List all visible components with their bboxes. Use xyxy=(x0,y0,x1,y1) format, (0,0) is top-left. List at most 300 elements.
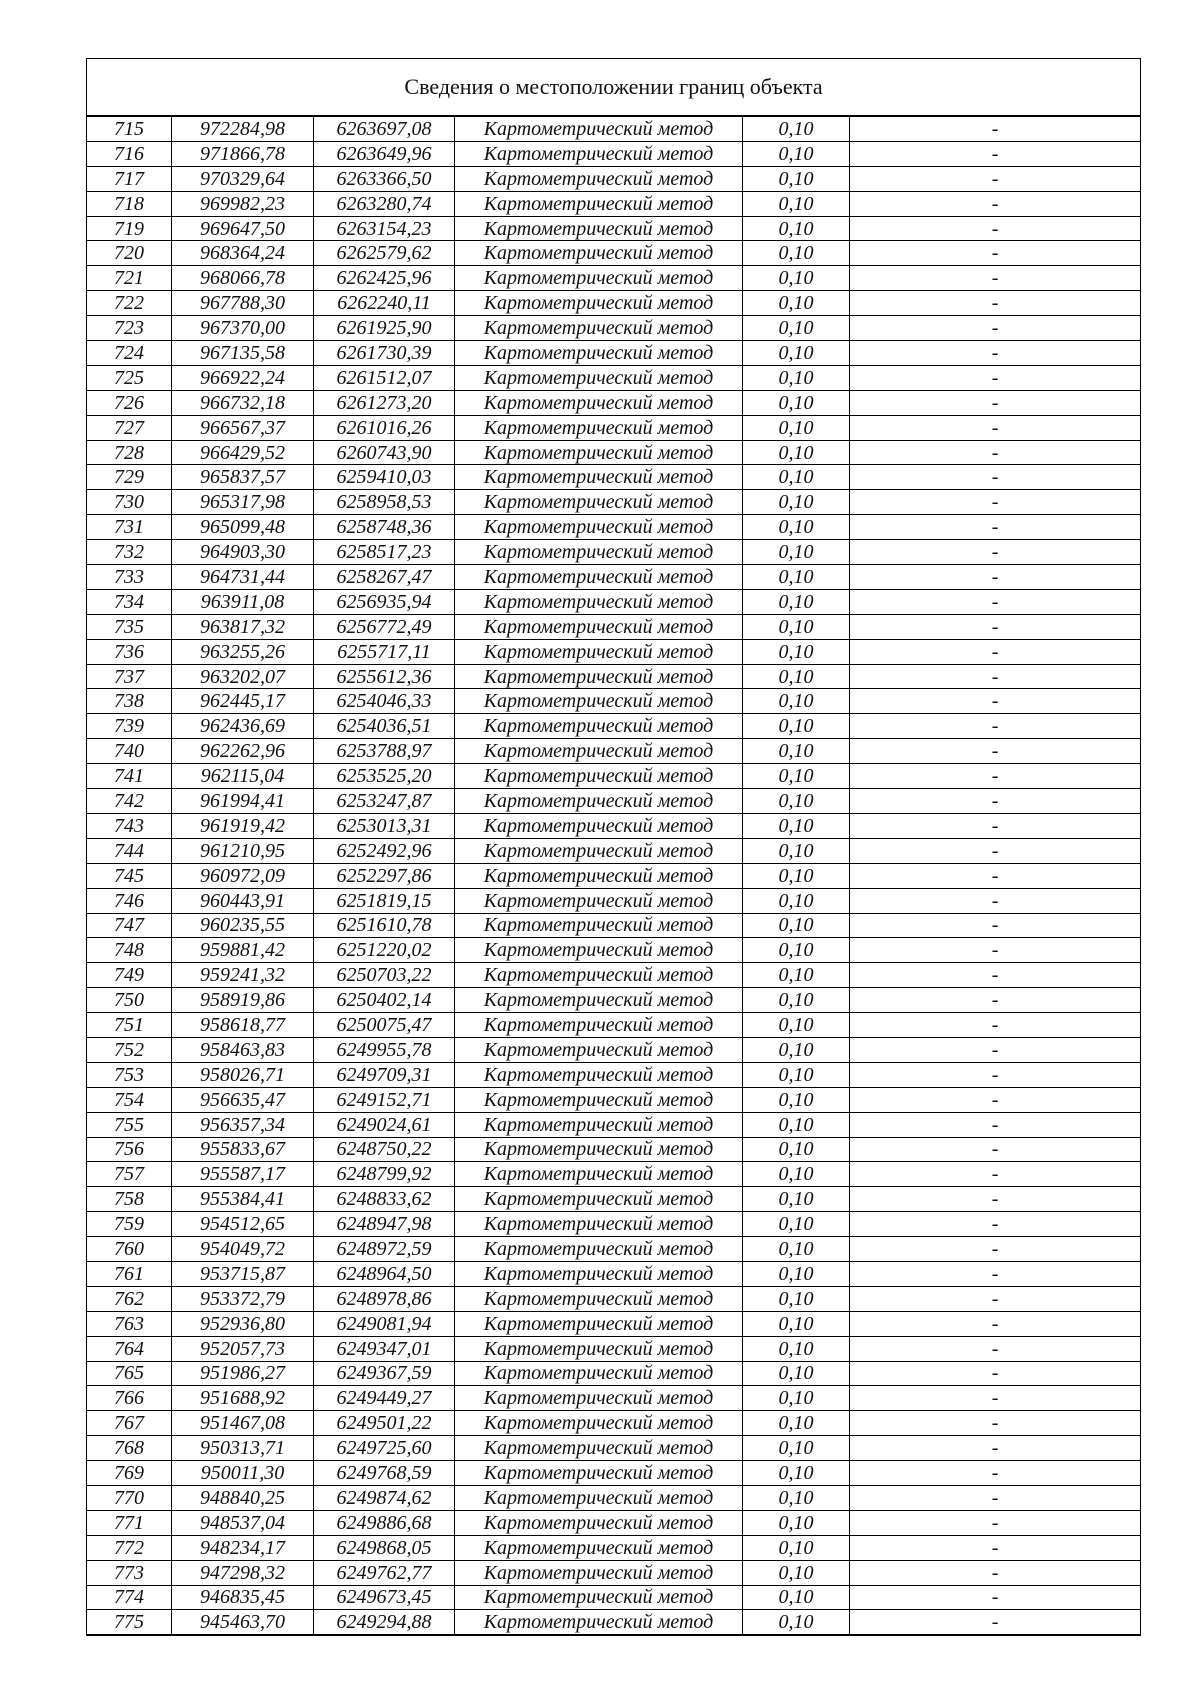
description-cell: - xyxy=(850,415,1141,440)
point-number-cell: 746 xyxy=(87,888,172,913)
point-number-cell: 765 xyxy=(87,1361,172,1386)
table-row xyxy=(87,1162,1141,1187)
y-coordinate-cell: 6255612,36 xyxy=(314,664,455,689)
point-number-cell: 763 xyxy=(87,1311,172,1336)
method-cell: Картометрический метод xyxy=(455,241,743,266)
description-cell: - xyxy=(850,1411,1141,1436)
method-cell: Картометрический метод xyxy=(455,1436,743,1461)
table-row xyxy=(87,714,1141,739)
point-number-cell: 733 xyxy=(87,565,172,590)
description-cell: - xyxy=(850,1510,1141,1535)
point-number-cell: 773 xyxy=(87,1560,172,1585)
accuracy-cell: 0,10 xyxy=(743,540,850,565)
table-row xyxy=(87,1212,1141,1237)
description-cell: - xyxy=(850,1112,1141,1137)
method-cell: Картометрический метод xyxy=(455,589,743,614)
description-cell: - xyxy=(850,565,1141,590)
method-cell: Картометрический метод xyxy=(455,1212,743,1237)
point-number-cell: 724 xyxy=(87,341,172,366)
point-number-cell: 720 xyxy=(87,241,172,266)
method-cell: Картометрический метод xyxy=(455,813,743,838)
method-cell: Картометрический метод xyxy=(455,988,743,1013)
accuracy-cell: 0,10 xyxy=(743,888,850,913)
table-row xyxy=(87,116,1141,141)
method-cell: Картометрический метод xyxy=(455,1510,743,1535)
point-number-cell: 774 xyxy=(87,1585,172,1610)
table-row xyxy=(87,1087,1141,1112)
method-cell: Картометрический метод xyxy=(455,1386,743,1411)
description-cell: - xyxy=(850,1062,1141,1087)
point-number-cell: 775 xyxy=(87,1610,172,1635)
method-cell: Картометрический метод xyxy=(455,1261,743,1286)
description-cell: - xyxy=(850,789,1141,814)
point-number-cell: 739 xyxy=(87,714,172,739)
x-coordinate-cell: 948537,04 xyxy=(172,1510,314,1535)
accuracy-cell: 0,10 xyxy=(743,515,850,540)
x-coordinate-cell: 950313,71 xyxy=(172,1436,314,1461)
method-cell: Картометрический метод xyxy=(455,1013,743,1038)
accuracy-cell: 0,10 xyxy=(743,1187,850,1212)
point-number-cell: 729 xyxy=(87,465,172,490)
y-coordinate-cell: 6259410,03 xyxy=(314,465,455,490)
method-cell: Картометрический метод xyxy=(455,365,743,390)
description-cell: - xyxy=(850,1311,1141,1336)
y-coordinate-cell: 6249955,78 xyxy=(314,1037,455,1062)
y-coordinate-cell: 6263154,23 xyxy=(314,216,455,241)
description-cell: - xyxy=(850,963,1141,988)
table-row xyxy=(87,1037,1141,1062)
description-cell: - xyxy=(850,1187,1141,1212)
table-row xyxy=(87,739,1141,764)
y-coordinate-cell: 6258958,53 xyxy=(314,490,455,515)
description-cell: - xyxy=(850,614,1141,639)
method-cell: Картометрический метод xyxy=(455,1560,743,1585)
point-number-cell: 738 xyxy=(87,689,172,714)
x-coordinate-cell: 948234,17 xyxy=(172,1535,314,1560)
x-coordinate-cell: 955384,41 xyxy=(172,1187,314,1212)
description-cell: - xyxy=(850,141,1141,166)
accuracy-cell: 0,10 xyxy=(743,764,850,789)
description-cell: - xyxy=(850,191,1141,216)
x-coordinate-cell: 958618,77 xyxy=(172,1013,314,1038)
description-cell: - xyxy=(850,913,1141,938)
accuracy-cell: 0,10 xyxy=(743,1510,850,1535)
x-coordinate-cell: 959881,42 xyxy=(172,938,314,963)
table-row xyxy=(87,838,1141,863)
x-coordinate-cell: 969982,23 xyxy=(172,191,314,216)
x-coordinate-cell: 963911,08 xyxy=(172,589,314,614)
table-row xyxy=(87,1436,1141,1461)
accuracy-cell: 0,10 xyxy=(743,589,850,614)
method-cell: Картометрический метод xyxy=(455,540,743,565)
x-coordinate-cell: 961210,95 xyxy=(172,838,314,863)
table-row xyxy=(87,1311,1141,1336)
table-row xyxy=(87,1585,1141,1610)
y-coordinate-cell: 6253247,87 xyxy=(314,789,455,814)
point-number-cell: 735 xyxy=(87,614,172,639)
point-number-cell: 772 xyxy=(87,1535,172,1560)
accuracy-cell: 0,10 xyxy=(743,963,850,988)
x-coordinate-cell: 965317,98 xyxy=(172,490,314,515)
x-coordinate-cell: 962115,04 xyxy=(172,764,314,789)
x-coordinate-cell: 968066,78 xyxy=(172,266,314,291)
table-row xyxy=(87,664,1141,689)
method-cell: Картометрический метод xyxy=(455,1311,743,1336)
description-cell: - xyxy=(850,1436,1141,1461)
x-coordinate-cell: 955833,67 xyxy=(172,1137,314,1162)
y-coordinate-cell: 6248833,62 xyxy=(314,1187,455,1212)
y-coordinate-cell: 6261925,90 xyxy=(314,316,455,341)
point-number-cell: 715 xyxy=(87,116,172,141)
table-row xyxy=(87,1535,1141,1560)
table-title: Сведения о местоположении границ объекта xyxy=(87,59,1141,117)
description-cell: - xyxy=(850,1212,1141,1237)
method-cell: Картометрический метод xyxy=(455,639,743,664)
accuracy-cell: 0,10 xyxy=(743,1112,850,1137)
method-cell: Картометрический метод xyxy=(455,191,743,216)
x-coordinate-cell: 961994,41 xyxy=(172,789,314,814)
method-cell: Картометрический метод xyxy=(455,1411,743,1436)
description-cell: - xyxy=(850,1286,1141,1311)
y-coordinate-cell: 6262240,11 xyxy=(314,291,455,316)
y-coordinate-cell: 6249768,59 xyxy=(314,1461,455,1486)
x-coordinate-cell: 966732,18 xyxy=(172,390,314,415)
point-number-cell: 742 xyxy=(87,789,172,814)
table-row xyxy=(87,863,1141,888)
table-row xyxy=(87,1411,1141,1436)
x-coordinate-cell: 962262,96 xyxy=(172,739,314,764)
x-coordinate-cell: 966567,37 xyxy=(172,415,314,440)
x-coordinate-cell: 951688,92 xyxy=(172,1386,314,1411)
y-coordinate-cell: 6249868,05 xyxy=(314,1535,455,1560)
y-coordinate-cell: 6263366,50 xyxy=(314,166,455,191)
accuracy-cell: 0,10 xyxy=(743,365,850,390)
accuracy-cell: 0,10 xyxy=(743,1336,850,1361)
description-cell: - xyxy=(850,1461,1141,1486)
accuracy-cell: 0,10 xyxy=(743,913,850,938)
method-cell: Картометрический метод xyxy=(455,266,743,291)
y-coordinate-cell: 6251819,15 xyxy=(314,888,455,913)
point-number-cell: 721 xyxy=(87,266,172,291)
table-row xyxy=(87,988,1141,1013)
accuracy-cell: 0,10 xyxy=(743,116,850,141)
accuracy-cell: 0,10 xyxy=(743,1062,850,1087)
x-coordinate-cell: 951986,27 xyxy=(172,1361,314,1386)
y-coordinate-cell: 6250402,14 xyxy=(314,988,455,1013)
table-row xyxy=(87,764,1141,789)
y-coordinate-cell: 6249081,94 xyxy=(314,1311,455,1336)
description-cell: - xyxy=(850,465,1141,490)
x-coordinate-cell: 970329,64 xyxy=(172,166,314,191)
point-number-cell: 732 xyxy=(87,540,172,565)
description-cell: - xyxy=(850,1585,1141,1610)
point-number-cell: 757 xyxy=(87,1162,172,1187)
x-coordinate-cell: 962445,17 xyxy=(172,689,314,714)
method-cell: Картометрический метод xyxy=(455,1610,743,1635)
point-number-cell: 743 xyxy=(87,813,172,838)
y-coordinate-cell: 6262579,62 xyxy=(314,241,455,266)
table-row xyxy=(87,390,1141,415)
accuracy-cell: 0,10 xyxy=(743,1037,850,1062)
accuracy-cell: 0,10 xyxy=(743,1386,850,1411)
accuracy-cell: 0,10 xyxy=(743,863,850,888)
table-row xyxy=(87,689,1141,714)
y-coordinate-cell: 6263649,96 xyxy=(314,141,455,166)
y-coordinate-cell: 6263280,74 xyxy=(314,191,455,216)
description-cell: - xyxy=(850,739,1141,764)
point-number-cell: 754 xyxy=(87,1087,172,1112)
table-row xyxy=(87,589,1141,614)
point-number-cell: 737 xyxy=(87,664,172,689)
point-number-cell: 753 xyxy=(87,1062,172,1087)
x-coordinate-cell: 963817,32 xyxy=(172,614,314,639)
method-cell: Картометрический метод xyxy=(455,739,743,764)
table-row xyxy=(87,813,1141,838)
y-coordinate-cell: 6256935,94 xyxy=(314,589,455,614)
point-number-cell: 758 xyxy=(87,1187,172,1212)
y-coordinate-cell: 6253525,20 xyxy=(314,764,455,789)
table-row xyxy=(87,913,1141,938)
y-coordinate-cell: 6248964,50 xyxy=(314,1261,455,1286)
point-number-cell: 717 xyxy=(87,166,172,191)
table-row xyxy=(87,1485,1141,1510)
table-row xyxy=(87,490,1141,515)
point-number-cell: 736 xyxy=(87,639,172,664)
method-cell: Картометрический метод xyxy=(455,1286,743,1311)
point-number-cell: 769 xyxy=(87,1461,172,1486)
point-number-cell: 740 xyxy=(87,739,172,764)
accuracy-cell: 0,10 xyxy=(743,1535,850,1560)
x-coordinate-cell: 955587,17 xyxy=(172,1162,314,1187)
y-coordinate-cell: 6258517,23 xyxy=(314,540,455,565)
accuracy-cell: 0,10 xyxy=(743,341,850,366)
point-number-cell: 723 xyxy=(87,316,172,341)
table-row xyxy=(87,166,1141,191)
table-row xyxy=(87,365,1141,390)
accuracy-cell: 0,10 xyxy=(743,1560,850,1585)
description-cell: - xyxy=(850,1237,1141,1262)
method-cell: Картометрический метод xyxy=(455,1485,743,1510)
y-coordinate-cell: 6255717,11 xyxy=(314,639,455,664)
accuracy-cell: 0,10 xyxy=(743,216,850,241)
accuracy-cell: 0,10 xyxy=(743,1311,850,1336)
method-cell: Картометрический метод xyxy=(455,1062,743,1087)
y-coordinate-cell: 6263697,08 xyxy=(314,116,455,141)
y-coordinate-cell: 6260743,90 xyxy=(314,440,455,465)
method-cell: Картометрический метод xyxy=(455,1187,743,1212)
document-page xyxy=(86,58,1140,1636)
description-cell: - xyxy=(850,664,1141,689)
x-coordinate-cell: 962436,69 xyxy=(172,714,314,739)
method-cell: Картометрический метод xyxy=(455,515,743,540)
point-number-cell: 760 xyxy=(87,1237,172,1262)
description-cell: - xyxy=(850,714,1141,739)
point-number-cell: 747 xyxy=(87,913,172,938)
description-cell: - xyxy=(850,1485,1141,1510)
table-row xyxy=(87,241,1141,266)
method-cell: Картометрический метод xyxy=(455,341,743,366)
point-number-cell: 768 xyxy=(87,1436,172,1461)
description-cell: - xyxy=(850,1535,1141,1560)
y-coordinate-cell: 6258267,47 xyxy=(314,565,455,590)
description-cell: - xyxy=(850,540,1141,565)
method-cell: Картометрический метод xyxy=(455,888,743,913)
table-row xyxy=(87,316,1141,341)
y-coordinate-cell: 6250703,22 xyxy=(314,963,455,988)
method-cell: Картометрический метод xyxy=(455,565,743,590)
y-coordinate-cell: 6249152,71 xyxy=(314,1087,455,1112)
y-coordinate-cell: 6261730,39 xyxy=(314,341,455,366)
method-cell: Картометрический метод xyxy=(455,764,743,789)
table-row xyxy=(87,216,1141,241)
method-cell: Картометрический метод xyxy=(455,116,743,141)
table-row xyxy=(87,1062,1141,1087)
accuracy-cell: 0,10 xyxy=(743,739,850,764)
y-coordinate-cell: 6248947,98 xyxy=(314,1212,455,1237)
description-cell: - xyxy=(850,938,1141,963)
point-number-cell: 719 xyxy=(87,216,172,241)
point-number-cell: 741 xyxy=(87,764,172,789)
method-cell: Картометрический метод xyxy=(455,1137,743,1162)
accuracy-cell: 0,10 xyxy=(743,565,850,590)
x-coordinate-cell: 963255,26 xyxy=(172,639,314,664)
x-coordinate-cell: 952057,73 xyxy=(172,1336,314,1361)
table-row xyxy=(87,963,1141,988)
point-number-cell: 745 xyxy=(87,863,172,888)
x-coordinate-cell: 965837,57 xyxy=(172,465,314,490)
point-number-cell: 771 xyxy=(87,1510,172,1535)
method-cell: Картометрический метод xyxy=(455,465,743,490)
x-coordinate-cell: 971866,78 xyxy=(172,141,314,166)
accuracy-cell: 0,10 xyxy=(743,838,850,863)
y-coordinate-cell: 6249762,77 xyxy=(314,1560,455,1585)
description-cell: - xyxy=(850,1013,1141,1038)
point-number-cell: 749 xyxy=(87,963,172,988)
table-row xyxy=(87,565,1141,590)
x-coordinate-cell: 967370,00 xyxy=(172,316,314,341)
y-coordinate-cell: 6250075,47 xyxy=(314,1013,455,1038)
accuracy-cell: 0,10 xyxy=(743,813,850,838)
accuracy-cell: 0,10 xyxy=(743,664,850,689)
table-row xyxy=(87,1386,1141,1411)
description-cell: - xyxy=(850,216,1141,241)
point-number-cell: 761 xyxy=(87,1261,172,1286)
y-coordinate-cell: 6256772,49 xyxy=(314,614,455,639)
point-number-cell: 716 xyxy=(87,141,172,166)
y-coordinate-cell: 6261273,20 xyxy=(314,390,455,415)
table-row xyxy=(87,440,1141,465)
x-coordinate-cell: 952936,80 xyxy=(172,1311,314,1336)
method-cell: Картометрический метод xyxy=(455,1535,743,1560)
y-coordinate-cell: 6249709,31 xyxy=(314,1062,455,1087)
accuracy-cell: 0,10 xyxy=(743,1485,850,1510)
accuracy-cell: 0,10 xyxy=(743,714,850,739)
point-number-cell: 734 xyxy=(87,589,172,614)
table-row xyxy=(87,1013,1141,1038)
table-title-row xyxy=(87,59,1141,117)
description-cell: - xyxy=(850,291,1141,316)
x-coordinate-cell: 958026,71 xyxy=(172,1062,314,1087)
table-row xyxy=(87,1286,1141,1311)
description-cell: - xyxy=(850,266,1141,291)
y-coordinate-cell: 6249024,61 xyxy=(314,1112,455,1137)
x-coordinate-cell: 959241,32 xyxy=(172,963,314,988)
y-coordinate-cell: 6254036,51 xyxy=(314,714,455,739)
point-number-cell: 755 xyxy=(87,1112,172,1137)
table-row xyxy=(87,1187,1141,1212)
method-cell: Картометрический метод xyxy=(455,789,743,814)
x-coordinate-cell: 964731,44 xyxy=(172,565,314,590)
y-coordinate-cell: 6251220,02 xyxy=(314,938,455,963)
accuracy-cell: 0,10 xyxy=(743,166,850,191)
x-coordinate-cell: 969647,50 xyxy=(172,216,314,241)
y-coordinate-cell: 6249874,62 xyxy=(314,1485,455,1510)
table-row xyxy=(87,1510,1141,1535)
point-number-cell: 722 xyxy=(87,291,172,316)
x-coordinate-cell: 960235,55 xyxy=(172,913,314,938)
description-cell: - xyxy=(850,365,1141,390)
point-number-cell: 728 xyxy=(87,440,172,465)
point-number-cell: 762 xyxy=(87,1286,172,1311)
method-cell: Картометрический метод xyxy=(455,316,743,341)
accuracy-cell: 0,10 xyxy=(743,938,850,963)
accuracy-cell: 0,10 xyxy=(743,1013,850,1038)
y-coordinate-cell: 6262425,96 xyxy=(314,266,455,291)
accuracy-cell: 0,10 xyxy=(743,1237,850,1262)
x-coordinate-cell: 963202,07 xyxy=(172,664,314,689)
x-coordinate-cell: 951467,08 xyxy=(172,1411,314,1436)
method-cell: Картометрический метод xyxy=(455,291,743,316)
method-cell: Картометрический метод xyxy=(455,141,743,166)
accuracy-cell: 0,10 xyxy=(743,1610,850,1635)
table-row xyxy=(87,291,1141,316)
accuracy-cell: 0,10 xyxy=(743,1261,850,1286)
point-number-cell: 748 xyxy=(87,938,172,963)
y-coordinate-cell: 6252492,96 xyxy=(314,838,455,863)
point-number-cell: 766 xyxy=(87,1386,172,1411)
table-row xyxy=(87,341,1141,366)
method-cell: Картометрический метод xyxy=(455,913,743,938)
y-coordinate-cell: 6261512,07 xyxy=(314,365,455,390)
description-cell: - xyxy=(850,1361,1141,1386)
table-row xyxy=(87,1461,1141,1486)
x-coordinate-cell: 961919,42 xyxy=(172,813,314,838)
method-cell: Картометрический метод xyxy=(455,1461,743,1486)
point-number-cell: 750 xyxy=(87,988,172,1013)
y-coordinate-cell: 6248972,59 xyxy=(314,1237,455,1262)
x-coordinate-cell: 953715,87 xyxy=(172,1261,314,1286)
table-row xyxy=(87,639,1141,664)
table-row xyxy=(87,1261,1141,1286)
y-coordinate-cell: 6249725,60 xyxy=(314,1436,455,1461)
table-row xyxy=(87,191,1141,216)
table-row xyxy=(87,1336,1141,1361)
point-number-cell: 759 xyxy=(87,1212,172,1237)
method-cell: Картометрический метод xyxy=(455,1112,743,1137)
method-cell: Картометрический метод xyxy=(455,614,743,639)
accuracy-cell: 0,10 xyxy=(743,614,850,639)
accuracy-cell: 0,10 xyxy=(743,241,850,266)
accuracy-cell: 0,10 xyxy=(743,465,850,490)
description-cell: - xyxy=(850,440,1141,465)
description-cell: - xyxy=(850,813,1141,838)
table-row xyxy=(87,938,1141,963)
table-row xyxy=(87,515,1141,540)
y-coordinate-cell: 6253788,97 xyxy=(314,739,455,764)
x-coordinate-cell: 958463,83 xyxy=(172,1037,314,1062)
accuracy-cell: 0,10 xyxy=(743,141,850,166)
point-number-cell: 764 xyxy=(87,1336,172,1361)
